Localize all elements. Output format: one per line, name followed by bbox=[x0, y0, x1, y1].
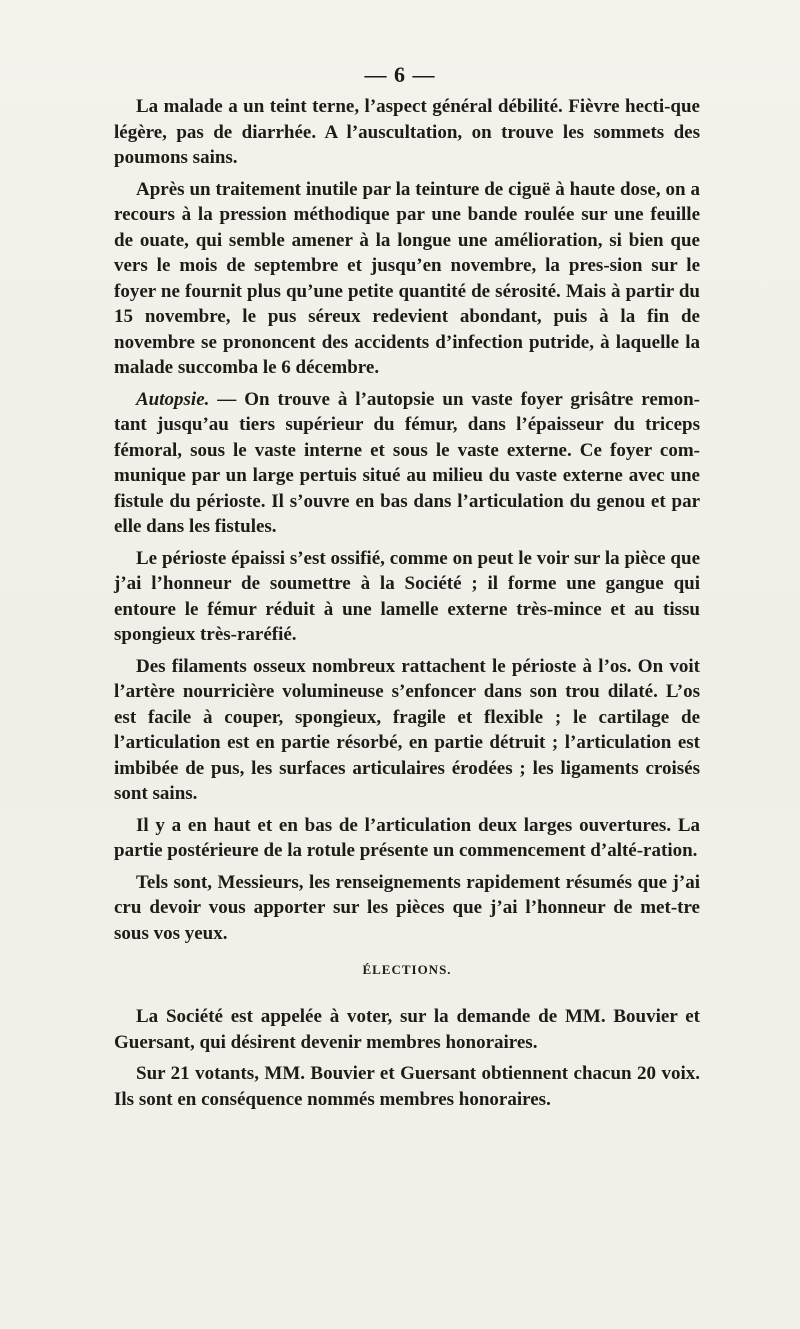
section-heading-elections: ÉLECTIONS. bbox=[362, 962, 452, 977]
paragraph-conclusion: Tels sont, Messieurs, les renseignements rapidement résumés que j’ai cru devoir vous apporter sur les pièces que j’ai l’honneur de met-tre sous vos yeux. bbox=[114, 871, 700, 944]
paragraph-openings: Il y a en haut et en bas de l’articulation deux larges ouvertures. La partie postérieure de la rotule présente un commencement d’alté-ration. bbox=[114, 814, 700, 861]
paragraph-patient-condition: La malade a un teint terne, l’aspect général débilité. Fièvre hecti-que légère, pas de diarrhée. A l’auscultation, on trouve les sommets des poumons sains. bbox=[114, 96, 700, 168]
paragraph-vote-request: La Société est appelée à voter, sur la demande de MM. Bouvier et Guersant, qui désirent devenir membres honoraires. bbox=[114, 1006, 700, 1053]
autopsy-text: — On trouve à l’autopsie un vaste foyer grisâtre remon-tant jusqu’au tiers supérieur du fémur, dans l’épaisseur du triceps fémoral, sous le vaste interne et sous le vaste externe. Ce foyer com-munique par un large pertuis situé au milieu du vaste externe avec une fistule du périoste. Il s’ouvre en bas dans l’articulation du genou et par elle dans les fistules. bbox=[114, 388, 700, 537]
body-text bbox=[114, 94, 700, 1118]
paragraph-bone-filaments: Des filaments osseux nombreux rattachent le périoste à l’os. On voit l’artère nourricière volumineuse s’enfoncer dans son trou dilaté. L’os est facile à couper, spongieux, fragile et flexible ; le cartilage de l’articulation est en partie résorbé, en partie détruit ; l’articulation est imbibée de pus, les surfaces articulaires érodées ; les ligaments croisés sont sains. bbox=[114, 655, 700, 804]
paragraph-treatment: Après un traitement inutile par la teinture de ciguë à haute dose, on a recours à la pression méthodique par une bande roulée sur une feuille de ouate, qui semble amener à la longue une amélioration, si bien que vers le mois de septembre et jusqu’en novembre, la pres-sion sur le foyer ne fournit plus qu’une petite quantité de sérosité. Mais à partir du 15 novembre, le pus séreux redevient abondant, puis à la fin de novembre se prononcent des accidents d’infection putride, à laquelle la malade succomba le 6 décembre. bbox=[114, 178, 700, 378]
paragraph-autopsy bbox=[114, 387, 700, 540]
paragraph-vote-result: Sur 21 votants, MM. Bouvier et Guersant obtiennent chacun 20 voix. Ils sont en conséquence nommés membres honoraires. bbox=[114, 1063, 700, 1110]
autopsy-lead: Autopsie. bbox=[136, 388, 210, 410]
paragraph-periosteum: Le périoste épaissi s’est ossifié, comme on peut le voir sur la pièce que j’ai l’honneur de soumettre à la Société ; il forme une gangue qui entoure le fémur réduit à une lamelle externe très-mince et au tissu spongieux très-raréfié. bbox=[114, 547, 700, 645]
page-number: — 6 — bbox=[364, 62, 436, 87]
